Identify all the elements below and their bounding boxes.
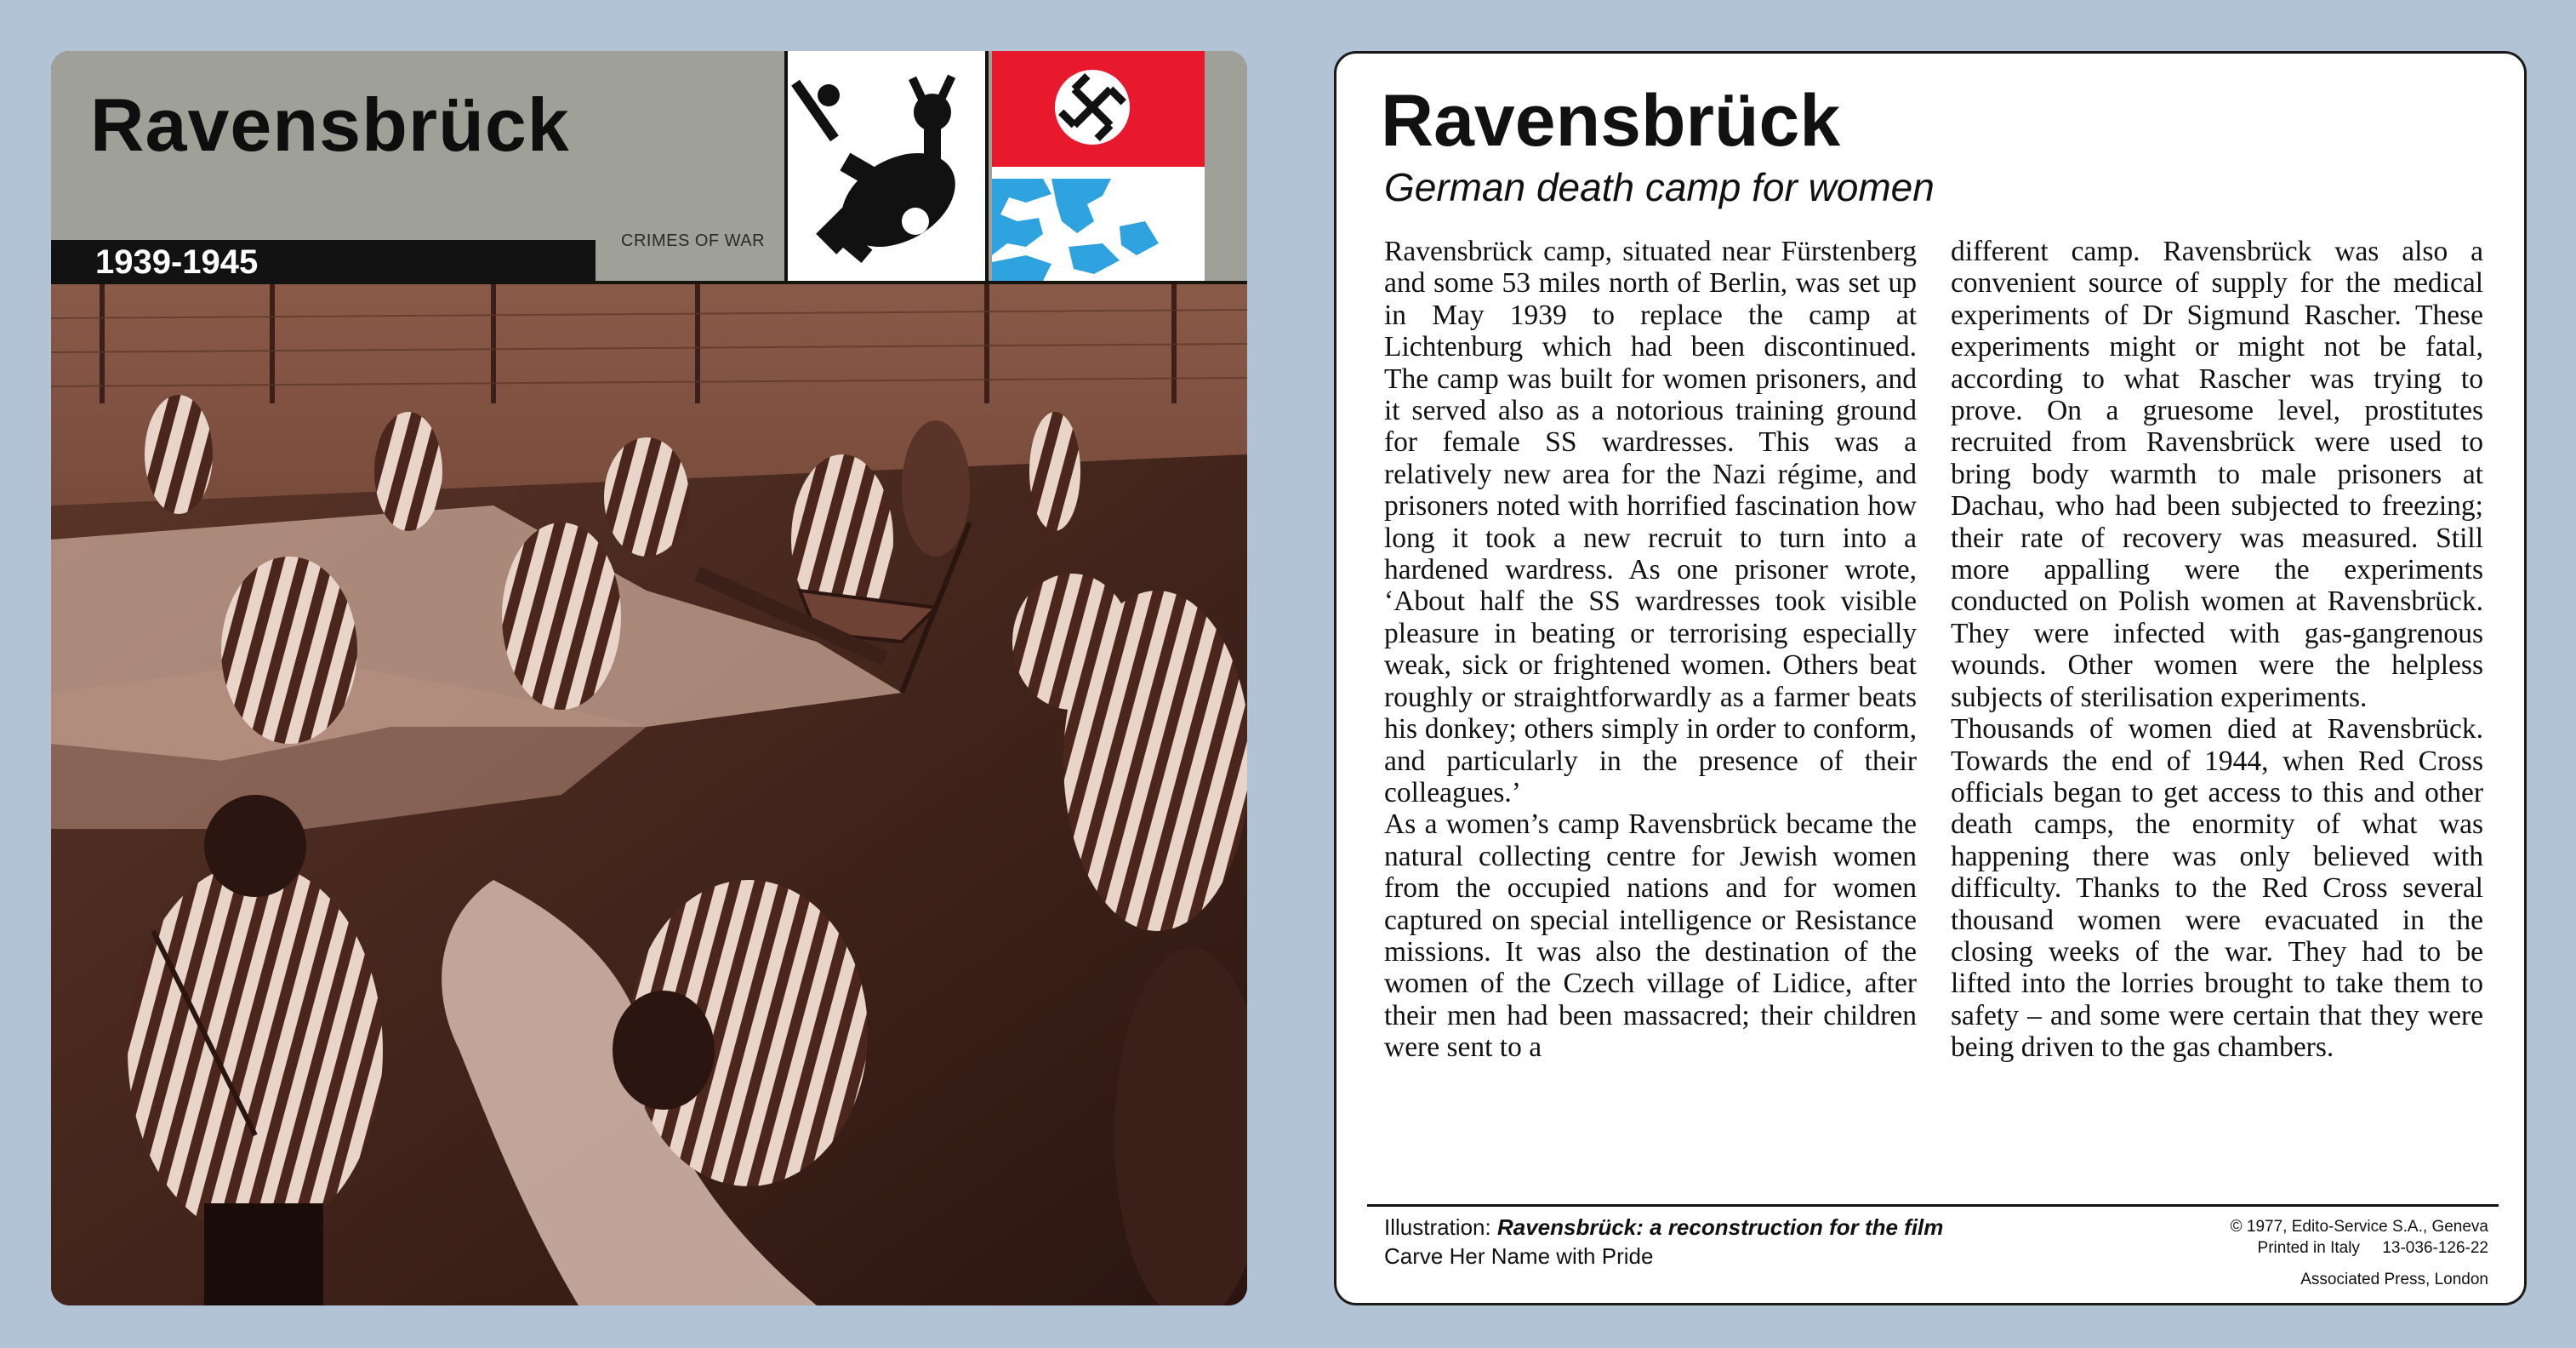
- back-subtitle: German death camp for women: [1384, 165, 1935, 209]
- printed-in: Printed in Italy: [2257, 1239, 2360, 1257]
- paragraph: Thousands of women died at Ravensbrück. Towards the end of 1944, when Red Cross officials began to get access to this and other death camps, the enormity of what was happening there was only believed with difficulty. Thanks to the Red Cross several thousand women were evacuated in the closing weeks of the war. They had to be lifted into the lorries brought to take them to safety – and some were certain that they were being driven to the gas chambers.: [1951, 713, 2483, 1064]
- card-front: [51, 51, 1247, 1305]
- paragraph: As a women’s camp Ravensbrück became the natural collecting centre for Jewish women from the occupied nations and for women captured on special intelligence or Resistance missions. It was also the destination of the women of the Czech village of Lidice, after their men had been massacred; their children were sent to a: [1384, 808, 1917, 1064]
- text-column-right: [1951, 236, 2483, 1064]
- print-line: [2131, 1237, 2488, 1259]
- front-title: Ravensbrück: [90, 83, 570, 167]
- header-edge: [1205, 51, 1247, 281]
- series-label: CRIMES OF WAR: [621, 231, 766, 250]
- paragraph: different camp. Ravensbrück was also a convenient source of supply for the medical experiments of Dr Sigmund Rascher. These experiments might or might not be fatal, according to what Rascher was trying to prove. On a gruesome level, prostitutes recruited from Ravensbrück were used to bring body warmth to male prisoners at Dachau, who had been subjected to freezing; their rate of recovery was measured. Still more appalling were the experiments conducted on Polish women at Ravensbrück. They were infected with gas-gangrenous wounds. Other women were the helpless subjects of sterilisation experiments.: [1951, 236, 2483, 713]
- europe-map-icon: [992, 179, 1159, 281]
- flag-and-map: [992, 51, 1205, 281]
- publisher-info: [2131, 1216, 2488, 1290]
- copyright: © 1977, Edito-Service S.A., Geneva: [2230, 1218, 2488, 1236]
- date-range: 1939-1945: [95, 243, 259, 281]
- credit-film: Carve Her Name with Pride: [1384, 1243, 1654, 1269]
- paragraph: Ravensbrück camp, situated near Fürstenberg and some 53 miles north of Berlin, was set up in May 1939 to replace the camp at Lichtenburg which had been discontinued. The camp was built for women prisoners, and it served also as a notorious training ground for female SS wardresses. This was a relatively new area for the Nazi régime, and prisoners noted with horrified fascination how long it took a new recruit to turn into a hardened wardress. As one prisoner wrote, ‘About half the SS wardresses took visible pleasure in beating or terrorising especially weak, sick or frightened women. Others beat roughly or straightforwardly as a farmer beats his donkey; others simply in order to conform, and particularly in the presence of their colleagues.’: [1384, 236, 1917, 808]
- card-code: 13-036-126-22: [2382, 1239, 2488, 1257]
- falling-figure-icon: [784, 51, 989, 281]
- photo-agency: Associated Press, London: [2300, 1271, 2488, 1288]
- credit-caption: Ravensbrück: a reconstruction for the film: [1496, 1214, 1944, 1240]
- camp-photograph: [51, 284, 1247, 1305]
- illustration-credit: [1384, 1213, 2150, 1271]
- back-title: Ravensbrück: [1381, 80, 1841, 162]
- credit-label: Illustration:: [1384, 1214, 1497, 1240]
- card-back: [1334, 51, 2527, 1305]
- footer-divider: [1367, 1204, 2499, 1207]
- text-column-left: [1384, 236, 1917, 1064]
